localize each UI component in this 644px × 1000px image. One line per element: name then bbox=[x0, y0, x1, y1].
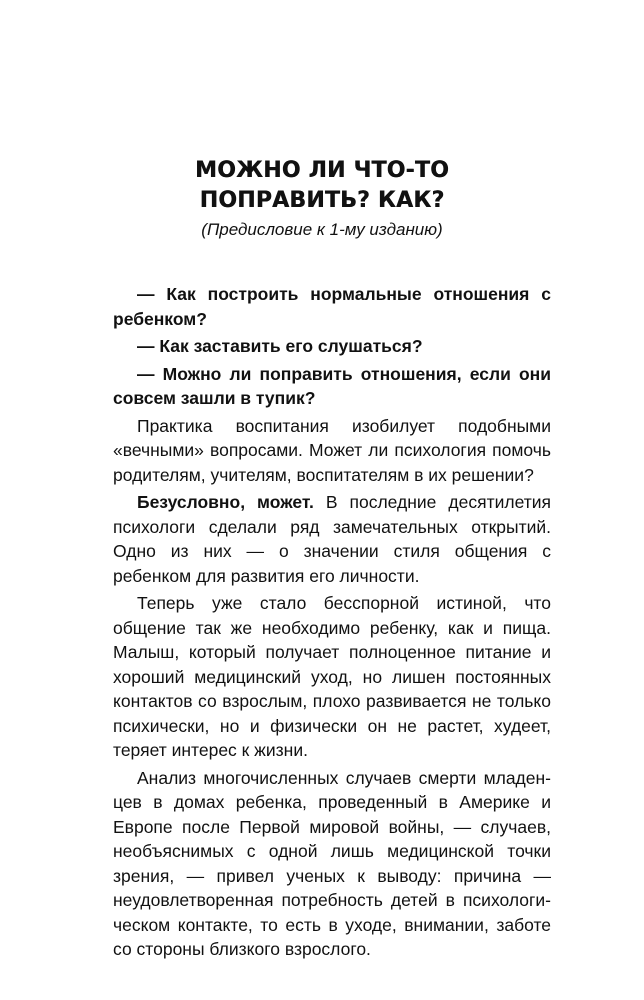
paragraph-3: Теперь уже стало бесспорной истиной, что общение так же необходимо ребенку, как и пища. Малыш, который получает полноценное питание и хороший медицинский уход, но лишен постоянных контактов со взрослым, плохо развивается не только психически, но и физически он не растет, худеет, теряет интерес к жизни. bbox=[113, 593, 551, 760]
chapter-body bbox=[113, 282, 551, 962]
chapter-heading bbox=[0, 156, 644, 242]
question-2: — Как заставить его слушаться? bbox=[137, 336, 423, 356]
paragraph-1: Практика воспитания изобилует подобными «вечными» вопросами. Может ли психология помочь родителям, учителям, воспитателям в их решении? bbox=[113, 415, 551, 485]
paragraph-2 bbox=[113, 490, 551, 588]
chapter-title-line-1: МОЖНО ЛИ ЧТО-ТО bbox=[195, 158, 449, 183]
question-3: — Можно ли поправить отношения, если они совсем зашли в тупик? bbox=[113, 363, 551, 408]
chapter-title-line-2: ПОПРАВИТЬ? КАК? bbox=[199, 188, 445, 213]
paragraph-2-rest: В последние десятилетия психологи сделали ряд замечательных открытий. Одно из них — о значении стиля общения с ребенком для развития его личности. bbox=[113, 492, 551, 586]
paragraph-2-lead: Безусловно, может. bbox=[137, 492, 314, 512]
chapter-subtitle: (Предисловие к 1-му изданию) bbox=[201, 220, 443, 239]
paragraph-4: Анализ многочисленных случаев смерти младенцев в домах ребенка, проведенный в Америке и Европе после Первой мировой войны, — случаев, необъяснимых с одной лишь медицинской точки зрения, — привел ученых к выводу: причина — неудовлетворенная потребность детей в психологическом контакте, то есть в уходе, внимании, заботе со стороны близкого взрослого. bbox=[113, 767, 551, 959]
question-1: — Как построить нормальные отношения с ребенком? bbox=[113, 284, 551, 329]
